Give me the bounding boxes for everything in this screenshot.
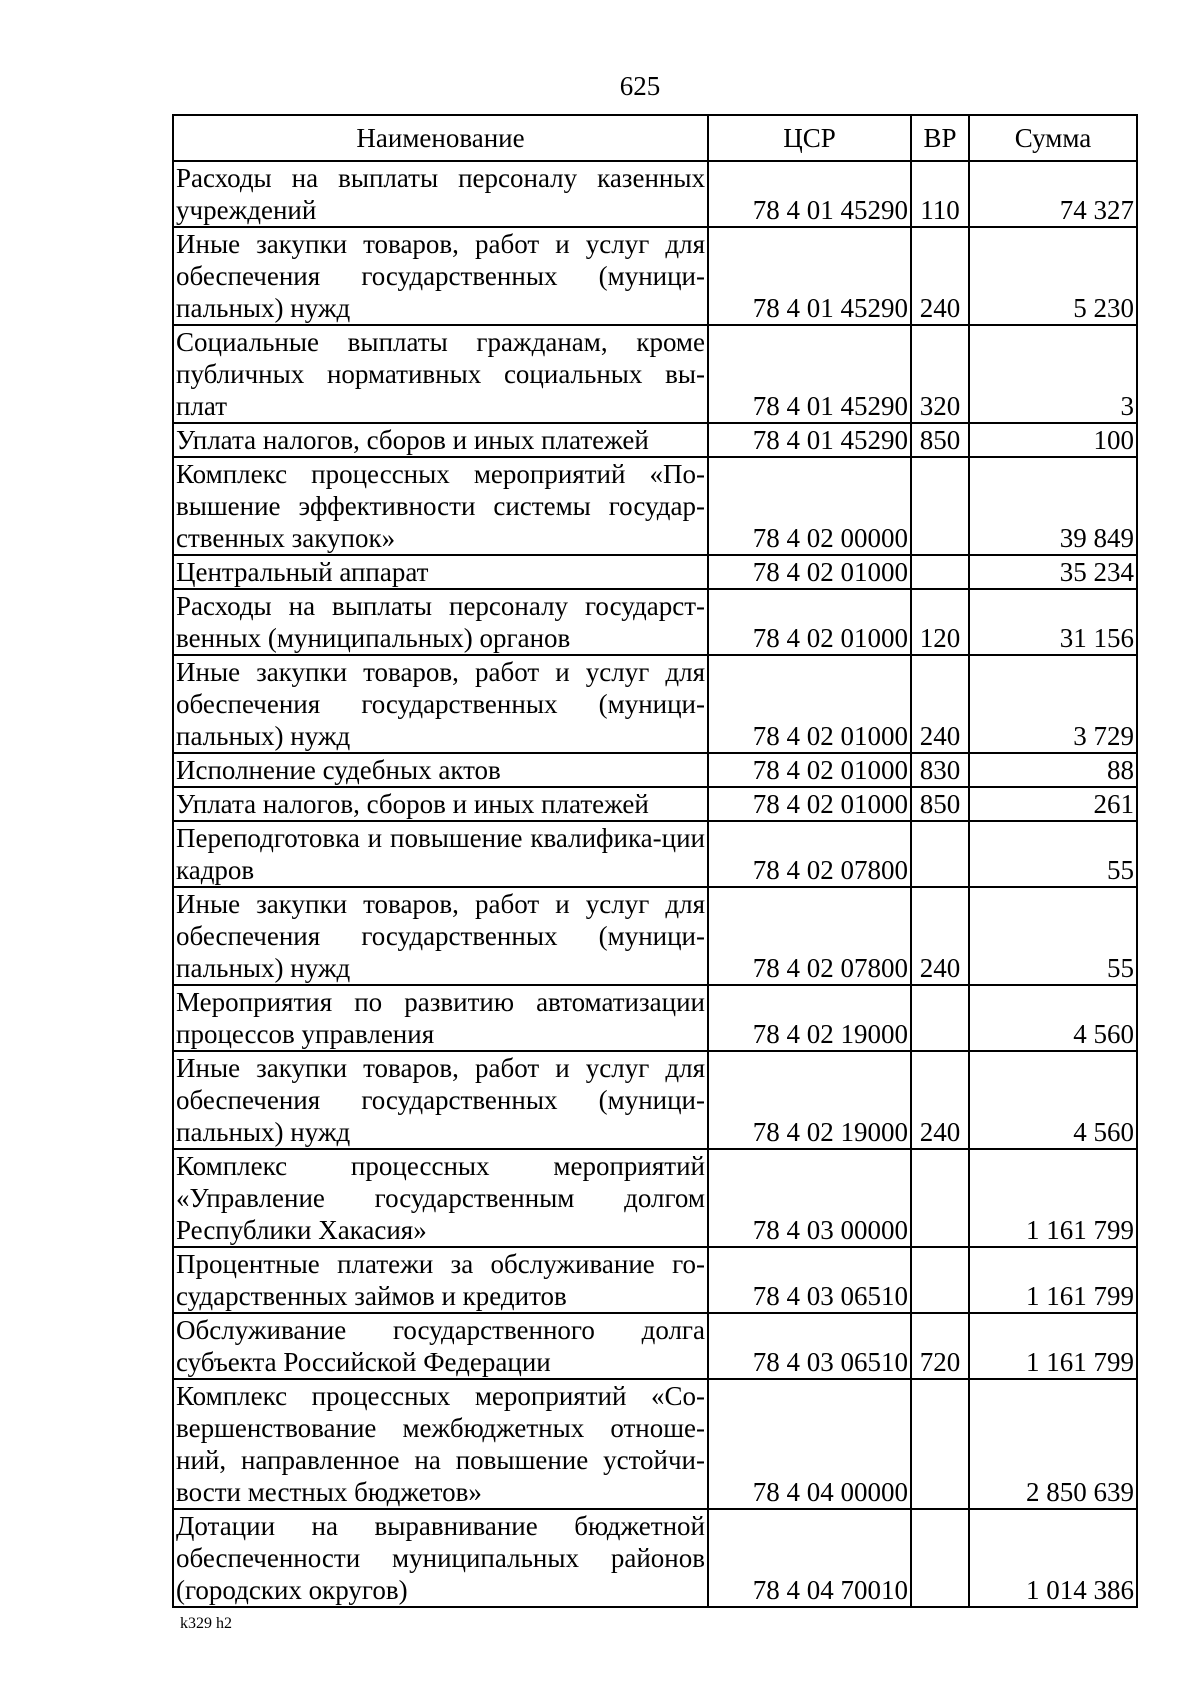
- row-vr: [911, 555, 969, 589]
- row-vr: 110: [911, 161, 969, 227]
- table-row: [173, 1051, 1137, 1149]
- row-csr: 78 4 02 07800: [708, 821, 911, 887]
- table-row: [173, 1379, 1137, 1509]
- header-name: Наименование: [173, 115, 708, 161]
- row-sum: 5 230: [969, 227, 1137, 325]
- row-sum: 3 729: [969, 655, 1137, 753]
- row-sum: 100: [969, 423, 1137, 457]
- row-sum: 1 161 799: [969, 1313, 1137, 1379]
- row-vr: 240: [911, 227, 969, 325]
- table-row: [173, 985, 1137, 1051]
- row-vr: 120: [911, 589, 969, 655]
- row-vr: 850: [911, 787, 969, 821]
- header-sum: Сумма: [969, 115, 1137, 161]
- row-sum: 31 156: [969, 589, 1137, 655]
- row-csr: 78 4 02 19000: [708, 985, 911, 1051]
- header-csr: ЦСР: [708, 115, 911, 161]
- row-sum: 4 560: [969, 985, 1137, 1051]
- row-vr: [911, 1149, 969, 1247]
- row-sum: 55: [969, 887, 1137, 985]
- row-vr: 240: [911, 1051, 969, 1149]
- row-vr: [911, 821, 969, 887]
- table-row: [173, 423, 1137, 457]
- row-name: Процентные платежи за обслуживание го-сударственных займов и кредитов: [173, 1247, 708, 1313]
- row-sum: 55: [969, 821, 1137, 887]
- table-row: [173, 787, 1137, 821]
- row-sum: 2 850 639: [969, 1379, 1137, 1509]
- row-vr: 720: [911, 1313, 969, 1379]
- row-name: Переподготовка и повышение квалифика-ции кадров: [173, 821, 708, 887]
- row-csr: 78 4 02 07800: [708, 887, 911, 985]
- row-vr: 240: [911, 887, 969, 985]
- row-sum: 35 234: [969, 555, 1137, 589]
- table-row: [173, 1247, 1137, 1313]
- table-row: [173, 1313, 1137, 1379]
- row-sum: 1 161 799: [969, 1149, 1137, 1247]
- row-vr: 320: [911, 325, 969, 423]
- row-csr: 78 4 02 01000: [708, 787, 911, 821]
- row-csr: 78 4 02 01000: [708, 753, 911, 787]
- row-name: Расходы на выплаты персоналу государст-венных (муниципальных) органов: [173, 589, 708, 655]
- row-vr: [911, 985, 969, 1051]
- page-number: 625: [619, 71, 661, 101]
- row-vr: [911, 457, 969, 555]
- row-sum: 39 849: [969, 457, 1137, 555]
- row-name: Расходы на выплаты персоналу казенных учреждений: [173, 161, 708, 227]
- row-sum: 74 327: [969, 161, 1137, 227]
- row-csr: 78 4 01 45290: [708, 161, 911, 227]
- row-sum: 1 014 386: [969, 1509, 1137, 1607]
- row-vr: 830: [911, 753, 969, 787]
- row-name: Дотации на выравнивание бюджетной обеспеченности муниципальных районов (городских округов): [173, 1509, 708, 1607]
- row-name: Уплата налогов, сборов и иных платежей: [173, 423, 708, 457]
- table-row: [173, 887, 1137, 985]
- row-sum: 1 161 799: [969, 1247, 1137, 1313]
- table-row: [173, 1149, 1137, 1247]
- row-name: Иные закупки товаров, работ и услуг для обеспечения государственных (муници-пальных) нужд: [173, 1051, 708, 1149]
- row-vr: [911, 1379, 969, 1509]
- row-vr: 240: [911, 655, 969, 753]
- footer-code: k329 h2: [180, 1615, 232, 1632]
- row-csr: 78 4 02 19000: [708, 1051, 911, 1149]
- table-row: [173, 457, 1137, 555]
- row-csr: 78 4 01 45290: [708, 325, 911, 423]
- row-sum: 261: [969, 787, 1137, 821]
- row-csr: 78 4 03 06510: [708, 1313, 911, 1379]
- row-name: Социальные выплаты гражданам, кроме публичных нормативных социальных вы-плат: [173, 325, 708, 423]
- row-sum: 3: [969, 325, 1137, 423]
- budget-table: [172, 114, 1138, 1608]
- row-name: Иные закупки товаров, работ и услуг для обеспечения государственных (муници-пальных) нужд: [173, 655, 708, 753]
- row-csr: 78 4 04 00000: [708, 1379, 911, 1509]
- row-name: Центральный аппарат: [173, 555, 708, 589]
- row-csr: 78 4 01 45290: [708, 227, 911, 325]
- table-row: [173, 821, 1137, 887]
- row-csr: 78 4 01 45290: [708, 423, 911, 457]
- row-name: Иные закупки товаров, работ и услуг для обеспечения государственных (муници-пальных) нужд: [173, 887, 708, 985]
- row-name: Комплекс процессных мероприятий «По-вышение эффективности системы государ-ственных закупок»: [173, 457, 708, 555]
- table-row: [173, 655, 1137, 753]
- row-csr: 78 4 02 01000: [708, 555, 911, 589]
- row-name: Обслуживание государственного долга субъекта Российской Федерации: [173, 1313, 708, 1379]
- row-csr: 78 4 03 00000: [708, 1149, 911, 1247]
- row-csr: 78 4 02 01000: [708, 655, 911, 753]
- row-vr: [911, 1509, 969, 1607]
- table-row: [173, 753, 1137, 787]
- row-csr: 78 4 02 00000: [708, 457, 911, 555]
- row-name: Комплекс процессных мероприятий «Управление государственным долгом Республики Хакасия»: [173, 1149, 708, 1247]
- header-vr: ВР: [911, 115, 969, 161]
- row-name: Комплекс процессных мероприятий «Со-вершенствование межбюджетных отноше-ний, направленное на повышение устойчи-вости местных бюджетов»: [173, 1379, 708, 1509]
- row-csr: 78 4 04 70010: [708, 1509, 911, 1607]
- table-header-row: [173, 115, 1137, 161]
- row-sum: 4 560: [969, 1051, 1137, 1149]
- table-row: [173, 227, 1137, 325]
- table-row: [173, 1509, 1137, 1607]
- row-name: Мероприятия по развитию автоматизации процессов управления: [173, 985, 708, 1051]
- table-row: [173, 161, 1137, 227]
- row-vr: 850: [911, 423, 969, 457]
- row-csr: 78 4 03 06510: [708, 1247, 911, 1313]
- row-name: Исполнение судебных актов: [173, 753, 708, 787]
- table-row: [173, 589, 1137, 655]
- table-row: [173, 555, 1137, 589]
- row-name: Иные закупки товаров, работ и услуг для обеспечения государственных (муници-пальных) нужд: [173, 227, 708, 325]
- row-vr: [911, 1247, 969, 1313]
- row-sum: 88: [969, 753, 1137, 787]
- table-row: [173, 325, 1137, 423]
- row-csr: 78 4 02 01000: [708, 589, 911, 655]
- row-name: Уплата налогов, сборов и иных платежей: [173, 787, 708, 821]
